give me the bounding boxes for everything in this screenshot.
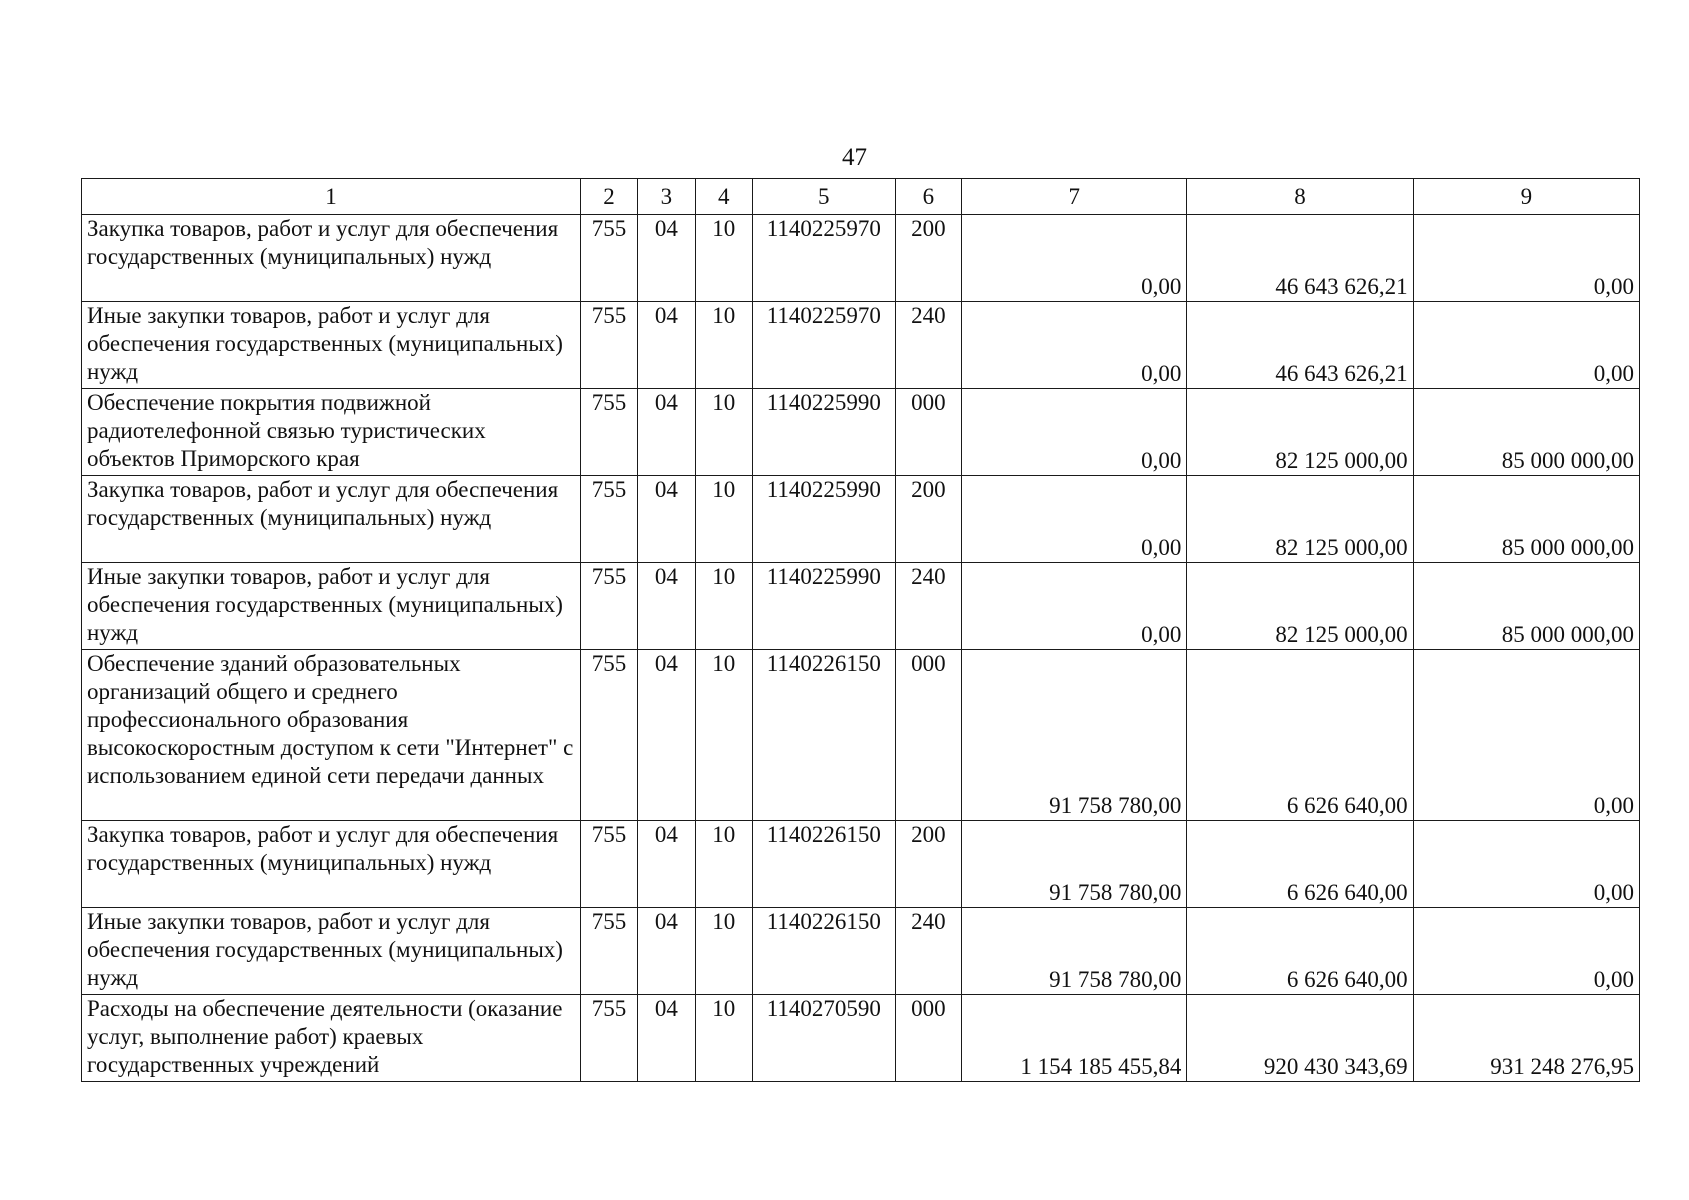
- section-code: 04: [638, 908, 695, 995]
- subsection-code: 10: [695, 995, 752, 1082]
- expense-type-code: 000: [895, 389, 961, 476]
- amount-col-8: 920 430 343,69: [1187, 995, 1413, 1082]
- target-article-code: 1140225970: [752, 215, 895, 302]
- section-code: 04: [638, 215, 695, 302]
- ministry-code: 755: [580, 821, 637, 908]
- expense-name: Иные закупки товаров, работ и услуг для обеспечения государственных (муниципальных) нужд: [82, 302, 581, 389]
- amount-col-7: 91 758 780,00: [962, 821, 1187, 908]
- table-row: [82, 215, 1640, 302]
- expense-type-code: 200: [895, 215, 961, 302]
- subsection-code: 10: [695, 650, 752, 821]
- subsection-code: 10: [695, 302, 752, 389]
- amount-col-7: 91 758 780,00: [962, 908, 1187, 995]
- expense-type-code: 200: [895, 821, 961, 908]
- amount-col-9: 0,00: [1413, 302, 1639, 389]
- amount-col-7: 0,00: [962, 476, 1187, 563]
- header-cell: 2: [580, 179, 637, 215]
- expense-type-code: 000: [895, 995, 961, 1082]
- budget-table: [81, 178, 1640, 1082]
- amount-col-7: 0,00: [962, 215, 1187, 302]
- target-article-code: 1140225970: [752, 302, 895, 389]
- amount-col-8: 82 125 000,00: [1187, 563, 1413, 650]
- expense-type-code: 240: [895, 908, 961, 995]
- amount-col-9: 931 248 276,95: [1413, 995, 1639, 1082]
- target-article-code: 1140226150: [752, 650, 895, 821]
- expense-name: Закупка товаров, работ и услуг для обеспечения государственных (муниципальных) нужд: [82, 215, 581, 302]
- amount-col-7: 91 758 780,00: [962, 650, 1187, 821]
- amount-col-7: 0,00: [962, 563, 1187, 650]
- target-article-code: 1140225990: [752, 563, 895, 650]
- table-row: [82, 995, 1640, 1082]
- ministry-code: 755: [580, 215, 637, 302]
- header-cell: 8: [1187, 179, 1413, 215]
- section-code: 04: [638, 389, 695, 476]
- table-row: [82, 476, 1640, 563]
- amount-col-9: 85 000 000,00: [1413, 389, 1639, 476]
- section-code: 04: [638, 995, 695, 1082]
- expense-type-code: 240: [895, 302, 961, 389]
- section-code: 04: [638, 563, 695, 650]
- expense-name: Закупка товаров, работ и услуг для обеспечения государственных (муниципальных) нужд: [82, 476, 581, 563]
- table-row: [82, 908, 1640, 995]
- expense-type-code: 200: [895, 476, 961, 563]
- expense-type-code: 000: [895, 650, 961, 821]
- target-article-code: 1140270590: [752, 995, 895, 1082]
- ministry-code: 755: [580, 476, 637, 563]
- amount-col-9: 85 000 000,00: [1413, 476, 1639, 563]
- expense-name: Расходы на обеспечение деятельности (оказание услуг, выполнение работ) краевых государственных учреждений: [82, 995, 581, 1082]
- section-code: 04: [638, 821, 695, 908]
- ministry-code: 755: [580, 908, 637, 995]
- amount-col-7: 0,00: [962, 389, 1187, 476]
- amount-col-8: 46 643 626,21: [1187, 302, 1413, 389]
- header-cell: 7: [962, 179, 1187, 215]
- amount-col-7: 0,00: [962, 302, 1187, 389]
- header-row: [82, 179, 1640, 215]
- table-row: [82, 650, 1640, 821]
- subsection-code: 10: [695, 821, 752, 908]
- header-cell: 6: [895, 179, 961, 215]
- ministry-code: 755: [580, 650, 637, 821]
- amount-col-9: 0,00: [1413, 215, 1639, 302]
- amount-col-8: 6 626 640,00: [1187, 821, 1413, 908]
- subsection-code: 10: [695, 389, 752, 476]
- subsection-code: 10: [695, 476, 752, 563]
- ministry-code: 755: [580, 389, 637, 476]
- amount-col-9: 0,00: [1413, 650, 1639, 821]
- amount-col-9: 85 000 000,00: [1413, 563, 1639, 650]
- expense-name: Обеспечение покрытия подвижной радиотелефонной связью туристических объектов Приморского края: [82, 389, 581, 476]
- header-cell: 9: [1413, 179, 1639, 215]
- amount-col-8: 82 125 000,00: [1187, 389, 1413, 476]
- expense-name: Закупка товаров, работ и услуг для обеспечения государственных (муниципальных) нужд: [82, 821, 581, 908]
- table-row: [82, 821, 1640, 908]
- header-cell: 4: [695, 179, 752, 215]
- page-number: 47: [842, 144, 867, 171]
- header-cell: 1: [82, 179, 581, 215]
- amount-col-9: 0,00: [1413, 908, 1639, 995]
- table-row: [82, 302, 1640, 389]
- amount-col-8: 46 643 626,21: [1187, 215, 1413, 302]
- section-code: 04: [638, 650, 695, 821]
- amount-col-9: 0,00: [1413, 821, 1639, 908]
- expense-name: Обеспечение зданий образовательных организаций общего и среднего профессионального образования высокоскоростным доступом к сети "Интернет" с использованием единой сети передачи данных: [82, 650, 581, 821]
- table-row: [82, 563, 1640, 650]
- header-cell: 3: [638, 179, 695, 215]
- header-cell: 5: [752, 179, 895, 215]
- target-article-code: 1140226150: [752, 821, 895, 908]
- table-row: [82, 389, 1640, 476]
- subsection-code: 10: [695, 908, 752, 995]
- expense-name: Иные закупки товаров, работ и услуг для обеспечения государственных (муниципальных) нужд: [82, 908, 581, 995]
- expense-type-code: 240: [895, 563, 961, 650]
- ministry-code: 755: [580, 995, 637, 1082]
- section-code: 04: [638, 302, 695, 389]
- amount-col-8: 6 626 640,00: [1187, 908, 1413, 995]
- target-article-code: 1140225990: [752, 476, 895, 563]
- subsection-code: 10: [695, 215, 752, 302]
- amount-col-8: 82 125 000,00: [1187, 476, 1413, 563]
- section-code: 04: [638, 476, 695, 563]
- target-article-code: 1140225990: [752, 389, 895, 476]
- ministry-code: 755: [580, 302, 637, 389]
- subsection-code: 10: [695, 563, 752, 650]
- target-article-code: 1140226150: [752, 908, 895, 995]
- amount-col-8: 6 626 640,00: [1187, 650, 1413, 821]
- amount-col-7: 1 154 185 455,84: [962, 995, 1187, 1082]
- expense-name: Иные закупки товаров, работ и услуг для обеспечения государственных (муниципальных) нужд: [82, 563, 581, 650]
- ministry-code: 755: [580, 563, 637, 650]
